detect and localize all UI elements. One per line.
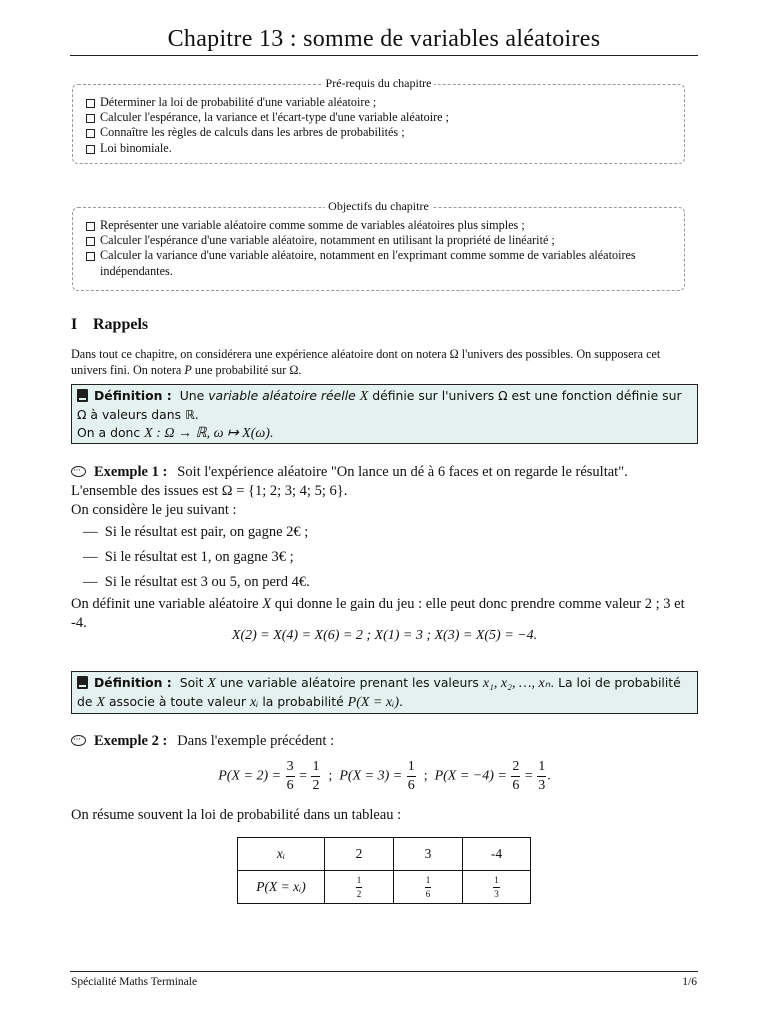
gain-equation: X(2) = X(4) = X(6) = 2 ; X(1) = 3 ; X(3) = X(5) = −4. bbox=[231, 628, 538, 643]
prerequisite-item: Connaître les règles de calculs dans les arbres de probabilités ; bbox=[85, 125, 674, 140]
footer-rule bbox=[70, 971, 698, 972]
page-number: 1/6 bbox=[682, 976, 697, 988]
footer-course: Spécialité Maths Terminale bbox=[71, 976, 198, 988]
example-1: ···Exemple 1 : Soit l'expérience aléatoire "On lance un dé à 6 faces et on regarde le résultat". L'ensemble des issues est Ω = {1; 2; 3; 4; 5; 6}. On considère le jeu suivant : — Si le résultat est pair, on gagne 2€ ; — Si le résultat est 1, on gagne 3€ ; — Si le résultat est 3 ou 5, on perd 4€. On définit une variable aléatoire X qui donne le gain du jeu : elle peut donc prendre comme valeur 2 ; 3 et -4. bbox=[71, 463, 698, 633]
table-cell: $\frac{1}{6}$ bbox=[394, 871, 463, 904]
table-header-cell: P(X = xᵢ) bbox=[238, 871, 325, 904]
game-rule: — Si le résultat est 3 ou 5, on perd 4€. bbox=[83, 574, 310, 590]
objective-item: Représenter une variable aléatoire comme somme de variables aléatoires plus simples ; bbox=[85, 218, 674, 233]
example-game-intro: On considère le jeu suivant : bbox=[71, 502, 237, 518]
example-label: Exemple 2 : bbox=[94, 733, 168, 749]
section-heading bbox=[71, 316, 148, 334]
example-define: On définit une variable aléatoire X qui donne le gain du jeu : elle peut donc prendre comme valeur 2 ; 3 et -4. bbox=[71, 596, 685, 631]
table-cell: -4 bbox=[463, 838, 531, 871]
book-icon bbox=[77, 676, 88, 689]
objective-item: Calculer la variance d'une variable aléatoire, notamment en l'exprimant comme somme de variables aléatoires indépendantes. bbox=[85, 248, 674, 278]
table-intro: On résume souvent la loi de probabilité dans un tableau : bbox=[71, 807, 402, 823]
section-number: I bbox=[71, 316, 78, 333]
definition-label: Définition : bbox=[94, 675, 172, 690]
table-cell: 3 bbox=[394, 838, 463, 871]
prerequisites-box bbox=[72, 76, 685, 164]
definition-box-1: Définition : Une variable aléatoire réelle X définie sur l'univers Ω est une fonction définie sur Ω à valeurs dans ℝ. On a donc X : Ω → ℝ, ω ↦ X(ω). bbox=[71, 384, 698, 444]
definition-label: Définition : bbox=[94, 388, 172, 403]
prerequisite-item: Loi binomiale. bbox=[85, 141, 674, 156]
section-title: Rappels bbox=[93, 316, 149, 333]
table-cell: $\frac{1}{2}$ bbox=[325, 871, 394, 904]
prerequisite-item: Déterminer la loi de probabilité d'une variable aléatoire ; bbox=[85, 95, 674, 110]
speech-bubble-icon bbox=[71, 466, 86, 477]
table-header-cell: xᵢ bbox=[238, 838, 325, 871]
game-rule: — Si le résultat est 1, on gagne 3€ ; bbox=[83, 549, 294, 565]
game-rule: — Si le résultat est pair, on gagne 2€ ; bbox=[83, 524, 309, 540]
title-rule bbox=[70, 55, 698, 56]
book-icon bbox=[77, 389, 88, 402]
definition-term: variable aléatoire réelle bbox=[208, 388, 356, 403]
example-2: ···Exemple 2 : Dans l'exemple précédent : bbox=[71, 732, 698, 751]
probability-equations: P(X = 2) = $\frac{3}{6}$ = $\frac{1}{2}$ ; P(X = 3) = $\frac{1}{6}$ ; P(X = −4) = $\frac{2}{6}$ = $\frac{1}{3}$ . bbox=[218, 759, 551, 793]
intro-paragraph: Dans tout ce chapitre, on considérera une expérience aléatoire dont on notera Ω l'univers des possibles. On supposera cet univers fini. On notera P une probabilité sur Ω. bbox=[71, 347, 661, 377]
prerequisite-item: Calculer l'espérance, la variance et l'écart-type d'une variable aléatoire ; bbox=[85, 110, 674, 125]
definition-box-2: Définition : Soit X une variable aléatoire prenant les valeurs x₁, x₂, …, xₙ. La loi de probabilité de X associe à toute valeur xᵢ la probabilité P(X = xᵢ). bbox=[71, 671, 698, 714]
objectives-box bbox=[72, 199, 685, 291]
example-issues: L'ensemble des issues est Ω = {1; 2; 3; 4; 5; 6}. bbox=[71, 483, 348, 499]
chapter-title: Chapitre 13 : somme de variables aléatoires bbox=[167, 26, 601, 52]
speech-bubble-icon bbox=[71, 735, 86, 746]
table-cell: 2 bbox=[325, 838, 394, 871]
prerequisites-title: Pré-requis du chapitre bbox=[323, 76, 435, 90]
example-label: Exemple 1 : bbox=[94, 464, 168, 480]
objective-item: Calculer l'espérance d'une variable aléatoire, notamment en utilisant la propriété de linéarité ; bbox=[85, 233, 674, 248]
objectives-title: Objectifs du chapitre bbox=[325, 199, 432, 213]
table-row bbox=[238, 838, 531, 871]
probability-table bbox=[237, 837, 531, 904]
table-cell: $\frac{1}{3}$ bbox=[463, 871, 531, 904]
table-row bbox=[238, 871, 531, 904]
